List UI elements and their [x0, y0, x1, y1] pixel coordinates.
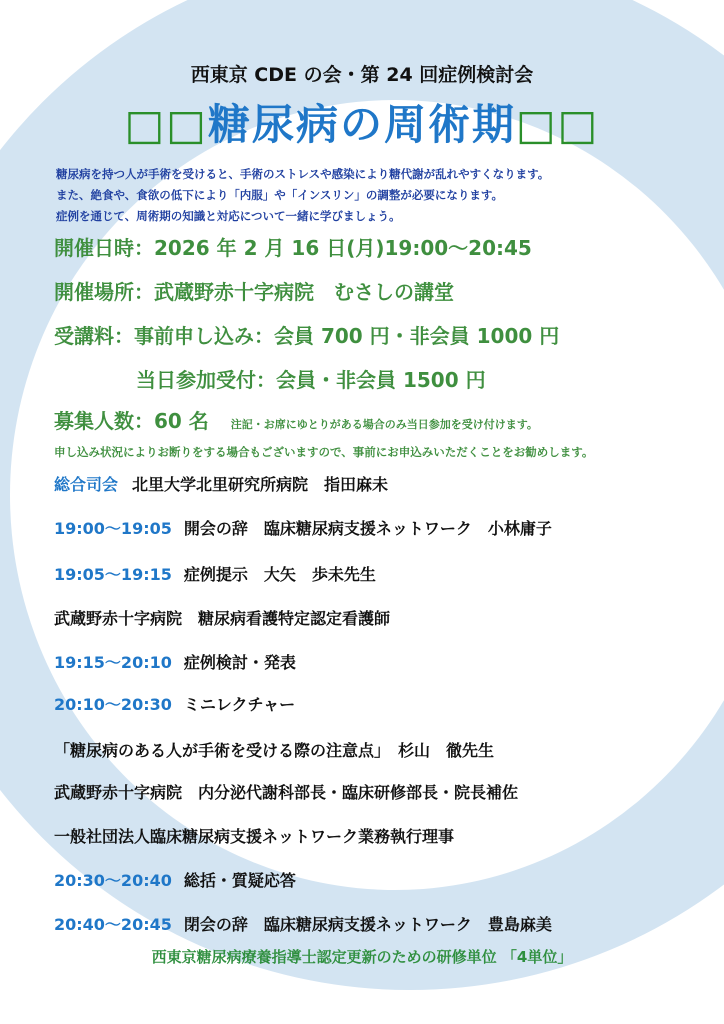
event-date: 開催日時：2026 年 2 月 16 日(月)19:00～20:45: [54, 236, 532, 260]
program-text: 開会の辞 臨床糖尿病支援ネットワーク 小林庸子: [183, 519, 552, 538]
event-venue: 開催場所：武蔵野赤十字病院 むさしの講堂: [54, 280, 454, 304]
program-item: [54, 868, 296, 891]
program-time: 19:15～20:10: [54, 653, 172, 672]
program-time: 20:40～20:45: [54, 915, 172, 934]
program-text: 症例検討・発表: [183, 653, 296, 672]
title-deco-right: □□: [516, 100, 600, 149]
program-item: [54, 516, 552, 539]
program-item: [54, 824, 454, 847]
title-main: 糖尿病の周術期: [207, 100, 516, 149]
program-text: 武蔵野赤十字病院 内分泌代謝科部長・臨床研修部長・院長補佐: [54, 783, 519, 802]
program-text: 閉会の辞 臨床糖尿病支援ネットワーク 豊島麻美: [183, 915, 552, 934]
capacity-line: [54, 405, 538, 434]
program-time: 19:05～19:15: [54, 565, 172, 584]
program-text: ミニレクチャー: [183, 695, 296, 714]
intro-text: [56, 164, 696, 227]
intro-line: また、絶食や、食欲の低下により「内服」や「インスリン」の調整が必要になります。: [56, 188, 504, 202]
program-time: 19:00～19:05: [54, 519, 172, 538]
program-item: [54, 606, 390, 629]
event-subtitle: 西東京 CDE の会・第 24 回症例検討会: [190, 64, 534, 86]
program-text: 症例提示 大矢 歩未先生: [183, 565, 376, 584]
program-item: [54, 650, 296, 673]
program-text: 「糖尿病のある人が手術を受ける際の注意点」 杉山 徹先生: [54, 741, 495, 760]
program-text: 総括・質疑応答: [183, 871, 296, 890]
program-item: [54, 562, 376, 585]
program-text: 一般社団法人臨床糖尿病支援ネットワーク業務執行理事: [54, 827, 455, 846]
sameday-fee: 当日参加受付：会員・非会員 1500 円: [136, 368, 486, 392]
event-fee: 受講料：事前申し込み：会員 700 円・非会員 1000 円: [54, 324, 560, 348]
program-text: 武蔵野赤十字病院 糖尿病看護特定認定看護師: [54, 609, 391, 628]
program-time: 20:10～20:30: [54, 695, 172, 714]
capacity: 募集人数：60 名: [54, 409, 209, 433]
application-notice: 申し込み状況によりお断りをする場合もございますので、事前にお申込みいただくことをお勧めします。: [54, 445, 594, 459]
host-name: 北里大学北里研究所病院 指田麻未: [132, 475, 389, 494]
page-title: [0, 92, 724, 152]
program-item: [54, 738, 494, 761]
host-label: 総合司会: [54, 475, 119, 494]
program-item: [54, 912, 552, 935]
credit-footer: 西東京糖尿病療養指導士認定更新のための研修単位 「4単位」: [151, 948, 573, 966]
intro-line: 症例を通じて、周術期の知識と対応について一緒に学びましょう。: [56, 209, 401, 223]
host-line: [54, 472, 388, 495]
title-deco-left: □□: [124, 100, 208, 149]
program-item: [54, 780, 518, 803]
program-time: 20:30～20:40: [54, 871, 172, 890]
capacity-note: 注記・お席にゆとりがある場合のみ当日参加を受け付けます。: [230, 418, 538, 431]
program-item: [54, 692, 295, 715]
intro-line: 糖尿病を持つ人が手術を受けると、手術のストレスや感染により糖代謝が乱れやすくなります。: [56, 167, 550, 181]
